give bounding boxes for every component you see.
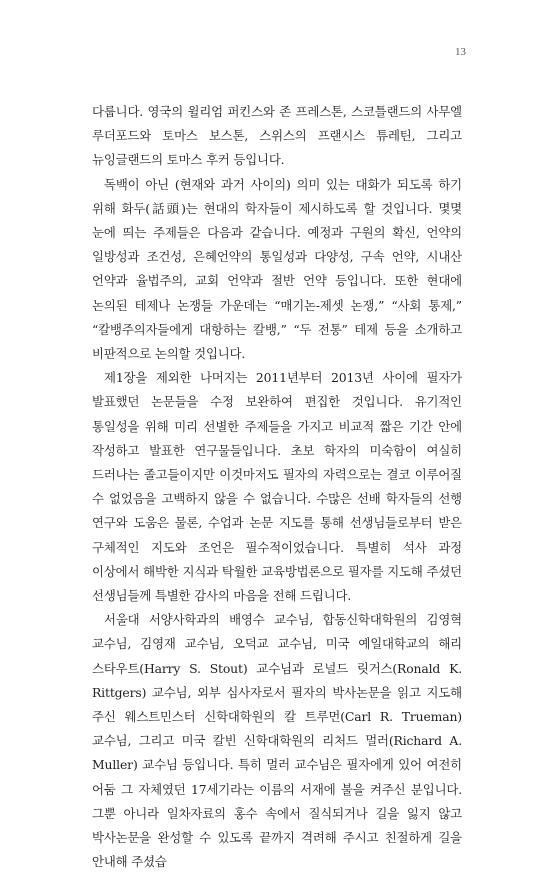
page-number: 13 xyxy=(455,46,466,58)
paragraph-4: 서울대 서양사학과의 배영수 교수님, 합동신학대학원의 김영혁 교수님, 김영재 교수님, 오덕교 교수님, 미국 예일대학교의 해리 스타우트(Harry S. Stout) 교수님과 로널드 릿거스(Ronald K. Rittgers) 교수님, 외부 심사자로서 필자의 박사논문을 읽고 지도해 주신 웨스트민스터 신학대학원의 칼 트루먼(Carl R. Trueman) 교수님, 그리고 미국 칼빈 신학대학원의 리처드 멀러(Richard A. Muller) 교수님 등입니다. 특히 멀러 교수님은 필자에게 있어 여전히 어둠 그 자체였던 17세기라는 이름의 서재에 불을 켜주신 분입니다. 그뿐 아니라 일차자료의 홍수 속에서 질식되거나 길을 잃지 않고 박사논문을 완성할 수 있도록 끝까지 격려해 주시고 친절하게 길을 안내해 주셨습 xyxy=(92,612,462,870)
paragraph-2: 독백이 아닌 (현재와 과거 사이의) 의미 있는 대화가 되도록 하기 위해 화두(話頭)는 현대의 학자들이 제시하도록 할 것입니다. 몇몇 눈에 띄는 주제들은 다음과 같습니다. 예정과 구원의 확신, 언약의 일방성과 조건성, 은혜언약의 통일성과 다양성, 구속 언약, 시내산 언약과 율법주의, 교회 언약과 절반 언약 등입니다. 또한 현대에 논의된 테제나 논쟁들 가운데는 “매기논-제셋 논쟁,” “사회 통제,” “칼뱅주의자들에게 대항하는 칼뱅,” “두 전통” 테제 등을 소개하고 비판적으로 논의할 것입니다. xyxy=(92,176,462,362)
paragraph-1: 다룹니다. 영국의 윌리엄 퍼킨스와 존 프레스톤, 스코틀랜드의 사무엘 루더포드와 토마스 보스톤, 스위스의 프랜시스 튜레틴, 그리고 뉴잉글랜드의 토마스 후커 등입니다. xyxy=(92,104,462,168)
body-text xyxy=(92,100,462,875)
paragraph-3: 제1장을 제외한 나머지는 2011년부터 2013년 사이에 필자가 발표했던 논문들을 수정 보완하여 편집한 것입니다. 유기적인 통일성을 위해 미리 선별한 주제들을 가지고 비교적 짧은 기간 안에 작성하고 발표한 연구물들입니다. 초보 학자의 미숙함이 여실히 드러나는 졸고들이지만 이것마저도 필자의 자력으로는 결코 이루어질 수 없었음을 고백하지 않을 수 없습니다. 수많은 선배 학자들의 선행 연구와 도움은 물론, 수업과 논문 지도를 통해 선생님들로부터 받은 구체적인 지도와 조언은 필수적이었습니다. 특별히 석사 과정 이상에서 해박한 지식과 탁월한 교육방법론으로 필자를 지도해 주셨던 선생님들께 특별한 감사의 마음을 전해 드립니다. xyxy=(92,370,462,604)
